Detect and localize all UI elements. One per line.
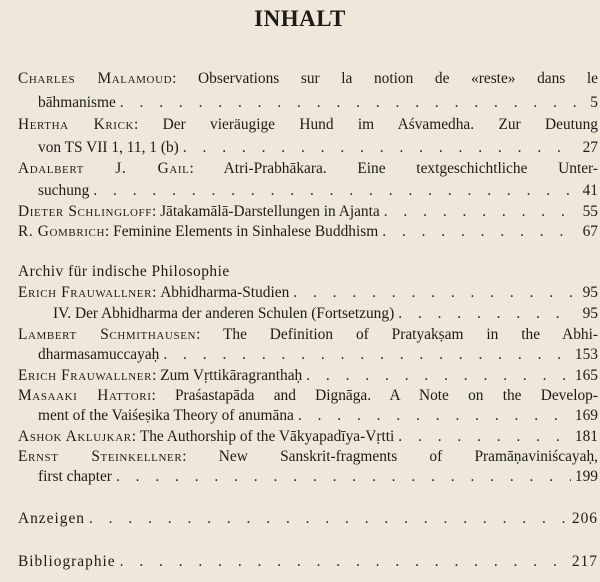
toc-entry-gombrich: R. Gombrich : Feminine Elements in Sinhalese Buddhism . . . 67 [18,223,598,241]
toc-entry-frauwallner-1-part [53,305,598,323]
page-number: 165 [574,367,598,384]
entry-title: Atri-Prabhākara. Eine textgeschichtliche Unter- [223,160,599,177]
toc-entry-frauwallner-2: Erich Frauwallner : Zum Vṛttikāragranthaḥ . . . 165 [18,367,598,385]
entry-title: Observations sur la notion de «reste» dans le [198,70,599,87]
author-name: Lambert Schmithausen [18,326,197,343]
page-number: 217 [571,553,598,570]
page-number: 95 [582,305,598,322]
entry-title: Praśastapāda and Dignāga. A Note on the Develop- [174,387,598,404]
entry-title: Jātakamālā-Darstellungen in Ajanta [160,203,380,220]
entry-title: IV. Der Abhidharma der anderen Schulen (Fortsetzung) [53,305,395,322]
page-number: 27 [582,139,598,156]
toc-entry-hattori-cont [18,407,598,425]
entry-title: The Definition of Pratyakṣam in the Abhi- [222,326,598,343]
toc-entry-malamoud-cont [18,94,598,112]
toc-entry-gail: Adalbert J. Gail: Atri-Prabhākara. Eine textgeschichtliche Unter- [18,160,599,177]
entry-title-cont: dharmasamuccayaḥ [38,346,160,363]
entry-title: Anzeigen [18,510,85,527]
toc-entry-steinkellner: Ernst Steinkellner: New Sanskrit-fragments of Pramāṇaviniścayaḥ, [18,448,598,465]
page-title: INHALT [254,6,346,31]
leader-dots [384,203,576,221]
leader-dots [298,407,571,425]
entry-title-cont: ment of the Vaiśeṣika Theory of anumāna [38,407,294,424]
page-number: 199 [574,468,598,485]
leader-dots [116,468,571,486]
author-name: Ernst Steinkellner [18,448,183,465]
toc-entry-schlingloff: Dieter Schlingloff : Jātakamālā-Darstellungen in Ajanta . . . 55 [18,203,598,221]
leader-dots [120,94,576,112]
toc-entry-bibliographie [18,553,598,571]
page-number: 55 [582,203,598,220]
entry-title-cont: first chapter [38,468,112,485]
entry-title: Feminine Elements in Sinhalese Buddhism [113,223,379,240]
toc-entry-frauwallner-1: Erich Frauwallner : Abhidharma-Studien . . . 95 [18,284,598,302]
author-name: R. Gombrich [18,223,106,240]
page-number: 95 [582,284,598,301]
toc-entry-steinkellner-cont [18,468,598,486]
leader-dots [89,510,568,528]
leader-dots [398,305,576,323]
leader-dots [398,428,571,446]
page-number: 41 [582,182,598,199]
toc-entry-gail-cont [18,182,598,200]
leader-dots [293,284,576,302]
entry-title: New Sanskrit-fragments of Pramāṇaviniścayaḥ, [218,448,598,465]
author-name: Erich Frauwallner [18,284,153,301]
page-number: 153 [574,346,598,363]
entry-title: Bibliographie [18,553,116,570]
author-name: Erich Frauwallner [18,367,153,384]
leader-dots [183,139,576,157]
toc-entry-malamoud: Charles Malamoud: Observations sur la notion de «reste» dans le [18,70,599,87]
entry-title: Abhidharma-Studien [160,284,290,301]
toc-entry-schmithausen-cont [18,346,598,364]
toc-entry-hattori: Masaaki Hattori: Praśastapāda and Dignāga. A Note on the Develop- [18,387,598,404]
archiv-section-title: Archiv für indische Philosophie [18,263,230,280]
author-name: Ashok Aklujkar [18,428,132,445]
entry-title: The Authorship of the Vākyapadīya-Vṛtti [139,428,395,445]
toc-entry-schmithausen: Lambert Schmithausen: The Definition of Pratyakṣam in the Abhi- [18,326,598,343]
leader-dots [163,346,571,364]
author-name: Masaaki Hattori [18,387,152,404]
toc-entry-krick: Hertha Krick: Der vieräugige Hund im Aśvamedha. Zur Deutung [18,116,598,133]
leader-dots [120,553,568,571]
entry-title-cont: suchung [38,182,90,199]
page-number: 206 [571,510,598,527]
entry-title: Der vieräugige Hund im Aśvamedha. Zur Deutung [162,116,598,133]
page-number: 67 [582,223,598,240]
page-number: 5 [590,94,598,111]
author-name: Hertha Krick [18,116,135,133]
toc-entry-krick-cont [18,139,598,157]
author-name: Charles Malamoud [18,70,173,87]
leader-dots [382,223,576,241]
toc-entry-aklujkar: Ashok Aklujkar : The Authorship of the Vākyapadīya-Vṛtti . . . 181 [18,428,598,446]
entry-title: Zum Vṛttikāragranthaḥ [160,367,303,384]
page-number: 181 [574,428,598,445]
toc-entry-anzeigen [18,510,598,528]
entry-title-cont: bāhmanisme [38,94,116,111]
author-name: Adalbert J. Gail [18,160,190,177]
author-name: Dieter Schlingloff [18,203,152,220]
page-number: 169 [574,407,598,424]
leader-dots [306,367,571,385]
leader-dots [93,182,576,200]
entry-title-cont: von TS VII 1, 11, 1 (b) [38,139,179,156]
